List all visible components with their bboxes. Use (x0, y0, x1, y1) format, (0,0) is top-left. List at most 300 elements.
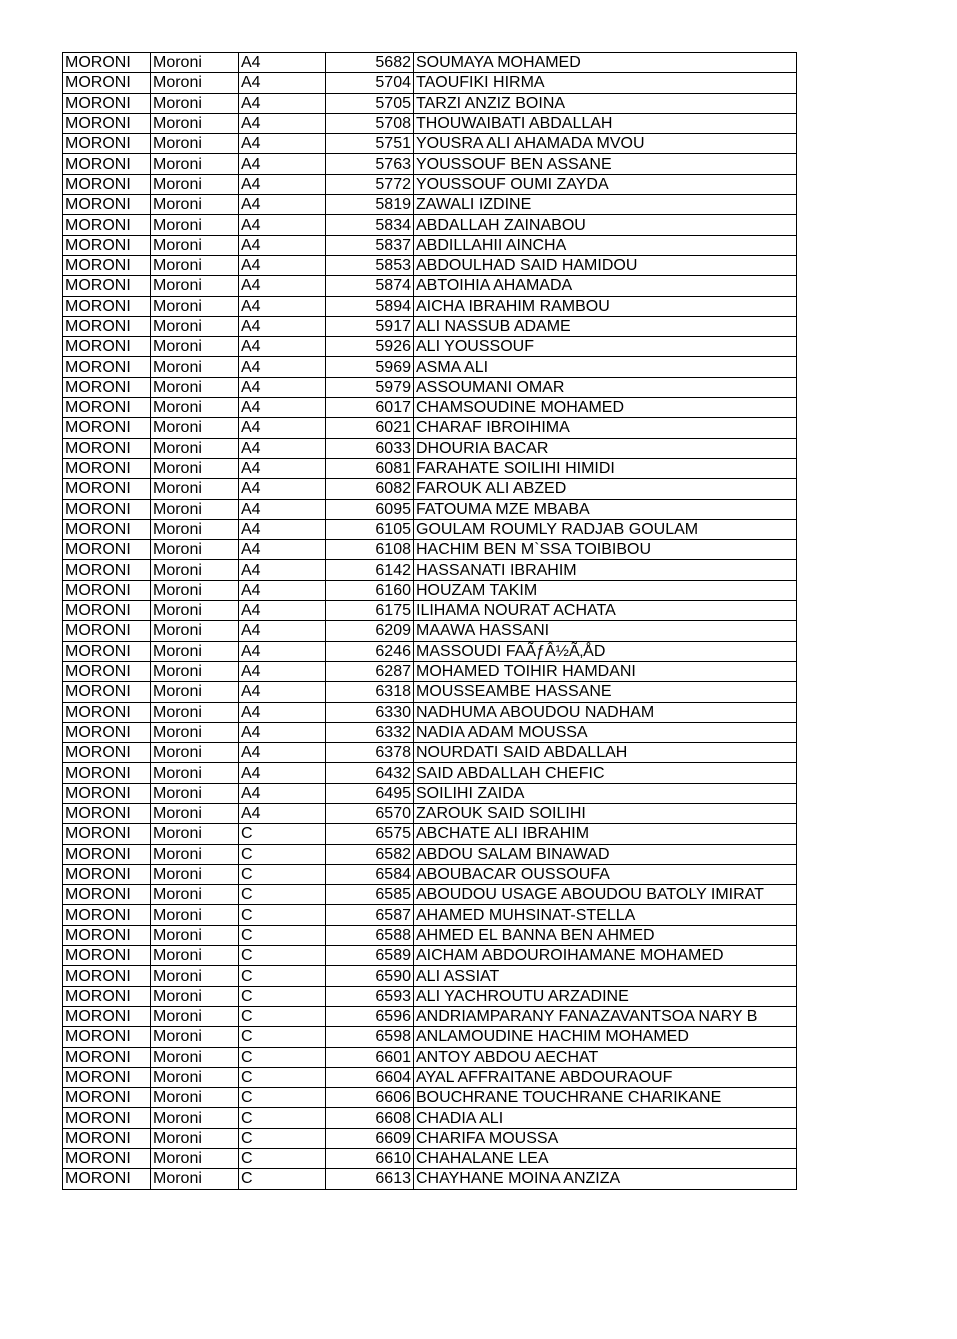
table-row (63, 499, 797, 519)
series-cell: C (239, 905, 326, 925)
region-cell: MORONI (63, 824, 151, 844)
region-cell: MORONI (63, 844, 151, 864)
table-row (63, 885, 797, 905)
candidate-name-cell: AHMED EL BANNA BEN AHMED (414, 925, 797, 945)
region-cell: MORONI (63, 499, 151, 519)
candidate-name-cell: ZAROUK SAID SOILIHI (414, 803, 797, 823)
region-cell: MORONI (63, 743, 151, 763)
center-cell: Moroni (151, 53, 239, 73)
center-cell: Moroni (151, 966, 239, 986)
candidate-number-cell: 6601 (326, 1047, 414, 1067)
candidate-name-cell: THOUWAIBATI ABDALLAH (414, 113, 797, 133)
candidate-number-cell: 5874 (326, 276, 414, 296)
series-cell: A4 (239, 235, 326, 255)
candidate-name-cell: ASMA ALI (414, 357, 797, 377)
candidate-number-cell: 6598 (326, 1027, 414, 1047)
region-cell: MORONI (63, 986, 151, 1006)
series-cell: A4 (239, 255, 326, 275)
center-cell: Moroni (151, 682, 239, 702)
region-cell: MORONI (63, 682, 151, 702)
center-cell: Moroni (151, 925, 239, 945)
table-row (63, 1006, 797, 1026)
candidate-number-cell: 5926 (326, 337, 414, 357)
candidate-number-cell: 6582 (326, 844, 414, 864)
center-cell: Moroni (151, 73, 239, 93)
candidate-name-cell: ABCHATE ALI IBRAHIM (414, 824, 797, 844)
region-cell: MORONI (63, 337, 151, 357)
center-cell: Moroni (151, 743, 239, 763)
candidate-name-cell: ANTOY ABDOU AECHAT (414, 1047, 797, 1067)
series-cell: A4 (239, 702, 326, 722)
center-cell: Moroni (151, 783, 239, 803)
series-cell: C (239, 885, 326, 905)
series-cell: C (239, 1108, 326, 1128)
region-cell: MORONI (63, 885, 151, 905)
series-cell: A4 (239, 174, 326, 194)
series-cell: C (239, 946, 326, 966)
series-cell: A4 (239, 438, 326, 458)
region-cell: MORONI (63, 702, 151, 722)
candidate-number-cell: 6033 (326, 438, 414, 458)
candidate-name-cell: ABOUDOU USAGE ABOUDOU BATOLY IMIRAT (414, 885, 797, 905)
center-cell: Moroni (151, 864, 239, 884)
candidate-number-cell: 6608 (326, 1108, 414, 1128)
series-cell: A4 (239, 377, 326, 397)
series-cell: C (239, 986, 326, 1006)
region-cell: MORONI (63, 93, 151, 113)
series-cell: A4 (239, 661, 326, 681)
table-row (63, 864, 797, 884)
candidate-number-cell: 6604 (326, 1067, 414, 1087)
candidate-name-cell: ABDILLAHII AINCHA (414, 235, 797, 255)
table-row (63, 357, 797, 377)
region-cell: MORONI (63, 458, 151, 478)
table-row (63, 601, 797, 621)
candidate-name-cell: MASSOUDI FAÃƒÂ½Ã‚ÅD (414, 641, 797, 661)
table-row (63, 337, 797, 357)
candidate-number-cell: 6082 (326, 479, 414, 499)
candidate-number-cell: 6495 (326, 783, 414, 803)
center-cell: Moroni (151, 803, 239, 823)
region-cell: MORONI (63, 1027, 151, 1047)
region-cell: MORONI (63, 641, 151, 661)
table-row (63, 763, 797, 783)
center-cell: Moroni (151, 276, 239, 296)
candidate-name-cell: AYAL AFFRAITANE ABDOURAOUF (414, 1067, 797, 1087)
table-row (63, 276, 797, 296)
candidate-name-cell: BOUCHRANE TOUCHRANE CHARIKANE (414, 1088, 797, 1108)
region-cell: MORONI (63, 601, 151, 621)
candidate-number-cell: 6081 (326, 458, 414, 478)
candidate-name-cell: AICHAM ABDOUROIHAMANE MOHAMED (414, 946, 797, 966)
candidate-name-cell: ZAWALI IZDINE (414, 195, 797, 215)
table-row (63, 1169, 797, 1189)
candidate-number-cell: 5819 (326, 195, 414, 215)
table-row (63, 966, 797, 986)
candidate-name-cell: YOUSRA ALI AHAMADA MVOU (414, 134, 797, 154)
series-cell: A4 (239, 398, 326, 418)
table-row (63, 1149, 797, 1169)
series-cell: C (239, 824, 326, 844)
table-row (63, 743, 797, 763)
region-cell: MORONI (63, 73, 151, 93)
region-cell: MORONI (63, 621, 151, 641)
series-cell: A4 (239, 93, 326, 113)
series-cell: C (239, 1149, 326, 1169)
candidate-name-cell: CHARAF IBROIHIMA (414, 418, 797, 438)
candidate-name-cell: MOUSSEAMBE HASSANE (414, 682, 797, 702)
candidate-number-cell: 6330 (326, 702, 414, 722)
table-row (63, 458, 797, 478)
table-row (63, 1047, 797, 1067)
region-cell: MORONI (63, 519, 151, 539)
region-cell: MORONI (63, 174, 151, 194)
center-cell: Moroni (151, 235, 239, 255)
region-cell: MORONI (63, 560, 151, 580)
table-row (63, 1128, 797, 1148)
table-row (63, 641, 797, 661)
candidate-name-cell: ABOUBACAR OUSSOUFA (414, 864, 797, 884)
center-cell: Moroni (151, 458, 239, 478)
series-cell: A4 (239, 154, 326, 174)
table-row (63, 661, 797, 681)
region-cell: MORONI (63, 763, 151, 783)
region-cell: MORONI (63, 1169, 151, 1189)
center-cell: Moroni (151, 134, 239, 154)
candidate-number-cell: 5894 (326, 296, 414, 316)
table-row (63, 702, 797, 722)
center-cell: Moroni (151, 499, 239, 519)
candidate-name-cell: YOUSSOUF BEN ASSANE (414, 154, 797, 174)
series-cell: C (239, 925, 326, 945)
candidate-number-cell: 6613 (326, 1169, 414, 1189)
candidate-number-cell: 6160 (326, 580, 414, 600)
candidate-number-cell: 5751 (326, 134, 414, 154)
candidate-name-cell: MAAWA HASSANI (414, 621, 797, 641)
table-row (63, 255, 797, 275)
candidate-number-cell: 6587 (326, 905, 414, 925)
region-cell: MORONI (63, 1108, 151, 1128)
center-cell: Moroni (151, 519, 239, 539)
candidate-number-cell: 6570 (326, 803, 414, 823)
series-cell: A4 (239, 113, 326, 133)
candidate-name-cell: ALI ASSIAT (414, 966, 797, 986)
region-cell: MORONI (63, 215, 151, 235)
candidate-number-cell: 6246 (326, 641, 414, 661)
candidate-number-cell: 6432 (326, 763, 414, 783)
table-row (63, 1088, 797, 1108)
candidate-name-cell: ILIHAMA NOURAT ACHATA (414, 601, 797, 621)
candidate-number-cell: 6318 (326, 682, 414, 702)
table-row (63, 540, 797, 560)
candidate-name-cell: ABTOIHIA AHAMADA (414, 276, 797, 296)
table-row (63, 682, 797, 702)
region-cell: MORONI (63, 722, 151, 742)
candidate-name-cell: AHAMED MUHSINAT-STELLA (414, 905, 797, 925)
center-cell: Moroni (151, 1067, 239, 1087)
candidate-number-cell: 6105 (326, 519, 414, 539)
table-row (63, 722, 797, 742)
region-cell: MORONI (63, 1006, 151, 1026)
table-row (63, 844, 797, 864)
center-cell: Moroni (151, 357, 239, 377)
series-cell: A4 (239, 195, 326, 215)
candidate-name-cell: FARAHATE SOILIHI HIMIDI (414, 458, 797, 478)
table-row (63, 783, 797, 803)
series-cell: A4 (239, 783, 326, 803)
series-cell: A4 (239, 763, 326, 783)
region-cell: MORONI (63, 113, 151, 133)
center-cell: Moroni (151, 438, 239, 458)
table-row (63, 438, 797, 458)
region-cell: MORONI (63, 418, 151, 438)
candidate-number-cell: 5708 (326, 113, 414, 133)
candidate-number-cell: 6590 (326, 966, 414, 986)
center-cell: Moroni (151, 661, 239, 681)
center-cell: Moroni (151, 722, 239, 742)
candidate-name-cell: GOULAM ROUMLY RADJAB GOULAM (414, 519, 797, 539)
region-cell: MORONI (63, 195, 151, 215)
candidate-name-cell: ABDOU SALAM BINAWAD (414, 844, 797, 864)
center-cell: Moroni (151, 905, 239, 925)
candidate-name-cell: DHOURIA BACAR (414, 438, 797, 458)
candidate-number-cell: 6596 (326, 1006, 414, 1026)
candidate-name-cell: YOUSSOUF OUMI ZAYDA (414, 174, 797, 194)
candidate-number-cell: 6095 (326, 499, 414, 519)
candidate-name-cell: CHAYHANE MOINA ANZIZA (414, 1169, 797, 1189)
table-row (63, 560, 797, 580)
center-cell: Moroni (151, 479, 239, 499)
table-row (63, 154, 797, 174)
center-cell: Moroni (151, 1128, 239, 1148)
candidate-name-cell: ALI YOUSSOUF (414, 337, 797, 357)
series-cell: C (239, 1088, 326, 1108)
candidate-number-cell: 6610 (326, 1149, 414, 1169)
candidate-number-cell: 6021 (326, 418, 414, 438)
candidate-name-cell: CHADIA ALI (414, 1108, 797, 1128)
table-row (63, 134, 797, 154)
region-cell: MORONI (63, 580, 151, 600)
center-cell: Moroni (151, 702, 239, 722)
region-cell: MORONI (63, 235, 151, 255)
candidate-name-cell: TAOUFIKI HIRMA (414, 73, 797, 93)
table-row (63, 1027, 797, 1047)
table-row (63, 824, 797, 844)
candidate-name-cell: MOHAMED TOIHIR HAMDANI (414, 661, 797, 681)
candidate-number-cell: 5979 (326, 377, 414, 397)
series-cell: A4 (239, 499, 326, 519)
candidate-name-cell: ANLAMOUDINE HACHIM MOHAMED (414, 1027, 797, 1047)
region-cell: MORONI (63, 1149, 151, 1169)
candidate-number-cell: 6378 (326, 743, 414, 763)
center-cell: Moroni (151, 113, 239, 133)
table-row (63, 1108, 797, 1128)
center-cell: Moroni (151, 1169, 239, 1189)
center-cell: Moroni (151, 93, 239, 113)
center-cell: Moroni (151, 641, 239, 661)
series-cell: A4 (239, 621, 326, 641)
table-row (63, 519, 797, 539)
table-row (63, 986, 797, 1006)
region-cell: MORONI (63, 296, 151, 316)
series-cell: A4 (239, 560, 326, 580)
table-row (63, 174, 797, 194)
series-cell: C (239, 844, 326, 864)
candidate-name-cell: HOUZAM TAKIM (414, 580, 797, 600)
center-cell: Moroni (151, 1088, 239, 1108)
candidate-name-cell: SOUMAYA MOHAMED (414, 53, 797, 73)
series-cell: A4 (239, 458, 326, 478)
candidate-number-cell: 5763 (326, 154, 414, 174)
series-cell: A4 (239, 316, 326, 336)
center-cell: Moroni (151, 601, 239, 621)
candidate-number-cell: 5772 (326, 174, 414, 194)
table-row (63, 296, 797, 316)
center-cell: Moroni (151, 296, 239, 316)
series-cell: C (239, 1067, 326, 1087)
candidate-name-cell: HACHIM BEN M`SSA TOIBIBOU (414, 540, 797, 560)
series-cell: A4 (239, 134, 326, 154)
series-cell: A4 (239, 357, 326, 377)
center-cell: Moroni (151, 1027, 239, 1047)
candidate-number-cell: 6332 (326, 722, 414, 742)
series-cell: A4 (239, 296, 326, 316)
center-cell: Moroni (151, 195, 239, 215)
candidate-name-cell: ANDRIAMPARANY FANAZAVANTSOA NARY B (414, 1006, 797, 1026)
candidate-name-cell: NOURDATI SAID ABDALLAH (414, 743, 797, 763)
table-row (63, 398, 797, 418)
candidate-number-cell: 6585 (326, 885, 414, 905)
candidate-name-cell: CHAMSOUDINE MOHAMED (414, 398, 797, 418)
table-row (63, 925, 797, 945)
series-cell: A4 (239, 580, 326, 600)
center-cell: Moroni (151, 560, 239, 580)
region-cell: MORONI (63, 661, 151, 681)
region-cell: MORONI (63, 1128, 151, 1148)
series-cell: A4 (239, 641, 326, 661)
candidate-number-cell: 6108 (326, 540, 414, 560)
candidate-name-cell: CHARIFA MOUSSA (414, 1128, 797, 1148)
region-cell: MORONI (63, 1067, 151, 1087)
candidate-name-cell: ALI YACHROUTU ARZADINE (414, 986, 797, 1006)
candidate-name-cell: ABDOULHAD SAID HAMIDOU (414, 255, 797, 275)
candidate-name-cell: CHAHALANE LEA (414, 1149, 797, 1169)
region-cell: MORONI (63, 316, 151, 336)
region-cell: MORONI (63, 1088, 151, 1108)
region-cell: MORONI (63, 783, 151, 803)
table-row (63, 479, 797, 499)
series-cell: A4 (239, 803, 326, 823)
candidate-name-cell: SOILIHI ZAIDA (414, 783, 797, 803)
region-cell: MORONI (63, 1047, 151, 1067)
table-row (63, 621, 797, 641)
candidate-name-cell: FAROUK ALI ABZED (414, 479, 797, 499)
region-cell: MORONI (63, 154, 151, 174)
series-cell: A4 (239, 276, 326, 296)
series-cell: A4 (239, 682, 326, 702)
center-cell: Moroni (151, 337, 239, 357)
table-row (63, 93, 797, 113)
candidate-number-cell: 6606 (326, 1088, 414, 1108)
table-row (63, 377, 797, 397)
table-row (63, 235, 797, 255)
table-row (63, 113, 797, 133)
candidate-number-cell: 5969 (326, 357, 414, 377)
candidate-name-cell: NADHUMA ABOUDOU NADHAM (414, 702, 797, 722)
center-cell: Moroni (151, 621, 239, 641)
table-row (63, 803, 797, 823)
table-row (63, 316, 797, 336)
candidate-number-cell: 5834 (326, 215, 414, 235)
region-cell: MORONI (63, 966, 151, 986)
center-cell: Moroni (151, 1047, 239, 1067)
candidate-name-cell: HASSANATI IBRAHIM (414, 560, 797, 580)
region-cell: MORONI (63, 377, 151, 397)
center-cell: Moroni (151, 1006, 239, 1026)
table-row (63, 215, 797, 235)
candidate-number-cell: 5705 (326, 93, 414, 113)
results-table (62, 52, 797, 1190)
center-cell: Moroni (151, 418, 239, 438)
center-cell: Moroni (151, 946, 239, 966)
candidate-name-cell: FATOUMA MZE MBABA (414, 499, 797, 519)
candidate-number-cell: 6609 (326, 1128, 414, 1148)
candidate-number-cell: 6575 (326, 824, 414, 844)
series-cell: C (239, 1169, 326, 1189)
center-cell: Moroni (151, 255, 239, 275)
series-cell: C (239, 1047, 326, 1067)
region-cell: MORONI (63, 864, 151, 884)
series-cell: A4 (239, 73, 326, 93)
series-cell: A4 (239, 540, 326, 560)
series-cell: A4 (239, 519, 326, 539)
candidate-number-cell: 6209 (326, 621, 414, 641)
series-cell: A4 (239, 53, 326, 73)
results-table-body (63, 53, 797, 1190)
candidate-number-cell: 6589 (326, 946, 414, 966)
center-cell: Moroni (151, 174, 239, 194)
candidate-number-cell: 5704 (326, 73, 414, 93)
candidate-number-cell: 6142 (326, 560, 414, 580)
center-cell: Moroni (151, 1108, 239, 1128)
table-row (63, 195, 797, 215)
table-row (63, 905, 797, 925)
candidate-name-cell: NADIA ADAM MOUSSA (414, 722, 797, 742)
center-cell: Moroni (151, 844, 239, 864)
candidate-number-cell: 6588 (326, 925, 414, 945)
center-cell: Moroni (151, 377, 239, 397)
candidate-name-cell: ABDALLAH ZAINABOU (414, 215, 797, 235)
candidate-number-cell: 6584 (326, 864, 414, 884)
center-cell: Moroni (151, 316, 239, 336)
series-cell: A4 (239, 601, 326, 621)
region-cell: MORONI (63, 803, 151, 823)
table-row (63, 946, 797, 966)
candidate-name-cell: ALI NASSUB ADAME (414, 316, 797, 336)
series-cell: C (239, 864, 326, 884)
region-cell: MORONI (63, 398, 151, 418)
region-cell: MORONI (63, 255, 151, 275)
center-cell: Moroni (151, 1149, 239, 1169)
candidate-number-cell: 5682 (326, 53, 414, 73)
candidate-name-cell: SAID ABDALLAH CHEFIC (414, 763, 797, 783)
center-cell: Moroni (151, 215, 239, 235)
candidate-number-cell: 5917 (326, 316, 414, 336)
table-row (63, 53, 797, 73)
candidate-number-cell: 6175 (326, 601, 414, 621)
center-cell: Moroni (151, 986, 239, 1006)
center-cell: Moroni (151, 398, 239, 418)
